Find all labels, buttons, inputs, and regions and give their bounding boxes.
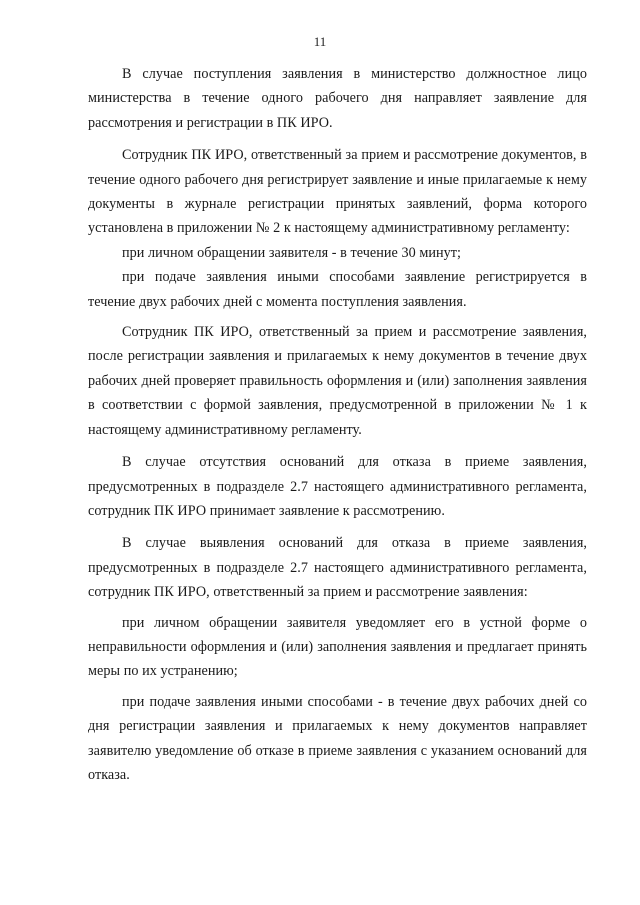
paragraph-other-methods: при подаче заявления иными способами заявление регистрируется в течение двух рабочих дней с момента поступления заявления.	[88, 269, 587, 310]
paragraph-written-notice: при подаче заявления иными способами - в течение двух рабочих дней со дня регистрации заявления и прилагаемых к нему документов направляет заявителю уведомление об отказе в приеме заявления с указанием оснований для отказа.	[88, 693, 587, 783]
paragraph-oral-notice: при личном обращении заявителя уведомляет его в устной форме о неправильности оформления и (или) заполнения заявления и предлагает принять меры по их устранению;	[88, 614, 587, 680]
paragraph-registration: Сотрудник ПК ИРО, ответственный за прием и рассмотрение документов, в течение одного рабочего дня регистрирует заявление и иные прилагаемые к нему документы в журнале регистрации принятых заявлений, форма которого установлена в приложении № 2 к настоящему административному регламенту:	[88, 147, 587, 237]
paragraph-personal-visit: при личном обращении заявителя - в течение 30 минут;	[122, 244, 462, 261]
document-body	[88, 62, 587, 787]
page-number: 11	[313, 34, 327, 49]
paragraph-ministry-forwarding: В случае поступления заявления в министерство должностное лицо министерства в течение одного рабочего дня направляет заявление для рассмотрения и регистрации в ПК ИРО.	[88, 66, 587, 131]
paragraph-refusal-grounds: В случае выявления оснований для отказа в приеме заявления, предусмотренных в подразделе 2.7 настоящего административного регламента, сотрудник ПК ИРО, ответственный за прием и рассмотрение заявления:	[88, 535, 587, 601]
paragraph-verification: Сотрудник ПК ИРО, ответственный за прием и рассмотрение заявления, после регистрации заявления и прилагаемых к нему документов в течение двух рабочих дней проверяет правильность оформления и (или) заполнения заявления в соответствии с формой заявления, предусмотренной в приложении № 1 к настоящему административному регламенту.	[88, 324, 587, 438]
paragraph-no-refusal-grounds: В случае отсутствия оснований для отказа в приеме заявления, предусмотренных в подразделе 2.7 настоящего административного регламента, сотрудник ПК ИРО принимает заявление к рассмотрению.	[88, 454, 587, 519]
